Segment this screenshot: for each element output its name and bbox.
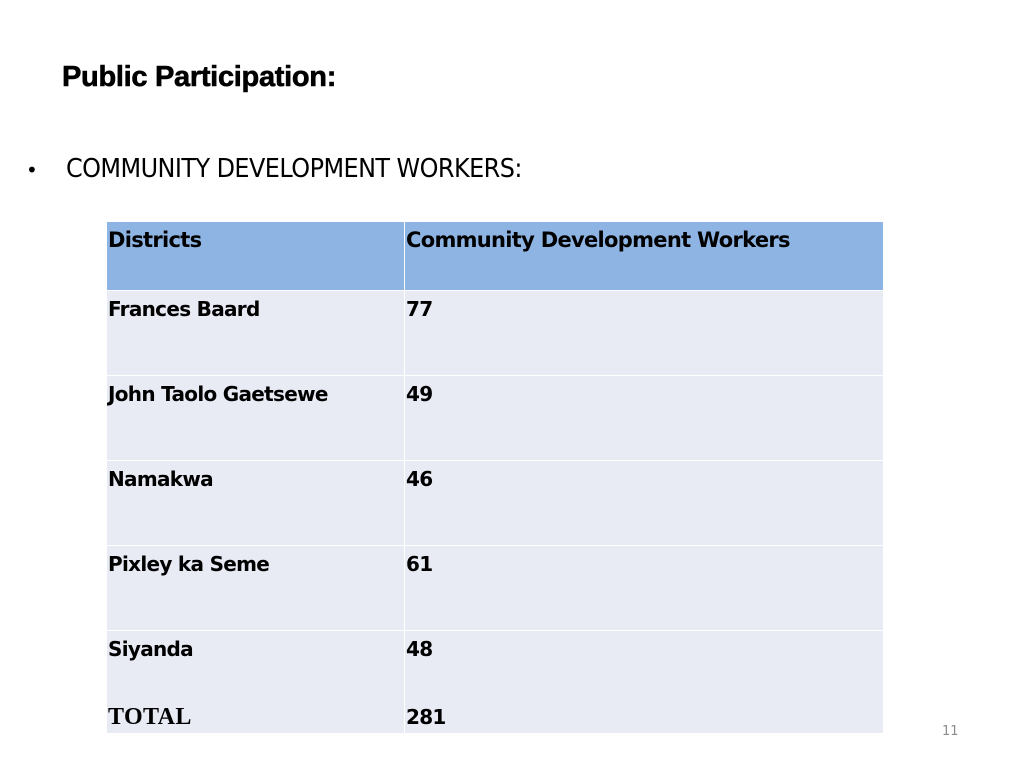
- district-cell: Namakwa: [107, 461, 405, 546]
- total-label: TOTAL: [108, 704, 192, 730]
- district-cell: Pixley ka Seme: [107, 546, 405, 631]
- workers-cell: 49: [405, 376, 884, 461]
- bullet-text: COMMUNITY DEVELOPMENT WORKERS:: [66, 154, 522, 184]
- table-row: [107, 461, 884, 546]
- district-cell: Frances Baard: [107, 291, 405, 376]
- cdw-table: [106, 221, 884, 734]
- header-community-development-workers: Community Development Workers: [405, 222, 884, 291]
- workers-cell-with-total: [405, 631, 884, 734]
- header-districts: Districts: [107, 222, 405, 291]
- table-row: [107, 376, 884, 461]
- slide-title: Public Participation:: [62, 61, 337, 93]
- table-header-row: [107, 222, 884, 291]
- bullet-item: [26, 154, 562, 184]
- bullet-icon: •: [26, 158, 38, 182]
- page-number: 11: [942, 724, 959, 739]
- workers-cell: 77: [405, 291, 884, 376]
- table-row: [107, 291, 884, 376]
- workers-cell: 61: [405, 546, 884, 631]
- table-row-last: [107, 631, 884, 734]
- district-name: Siyanda: [108, 637, 193, 661]
- total-value: 281: [406, 705, 446, 729]
- district-cell-with-total: [107, 631, 405, 734]
- table-row: [107, 546, 884, 631]
- district-cell: John Taolo Gaetsewe: [107, 376, 405, 461]
- workers-cell: 46: [405, 461, 884, 546]
- workers-value: 48: [406, 637, 433, 661]
